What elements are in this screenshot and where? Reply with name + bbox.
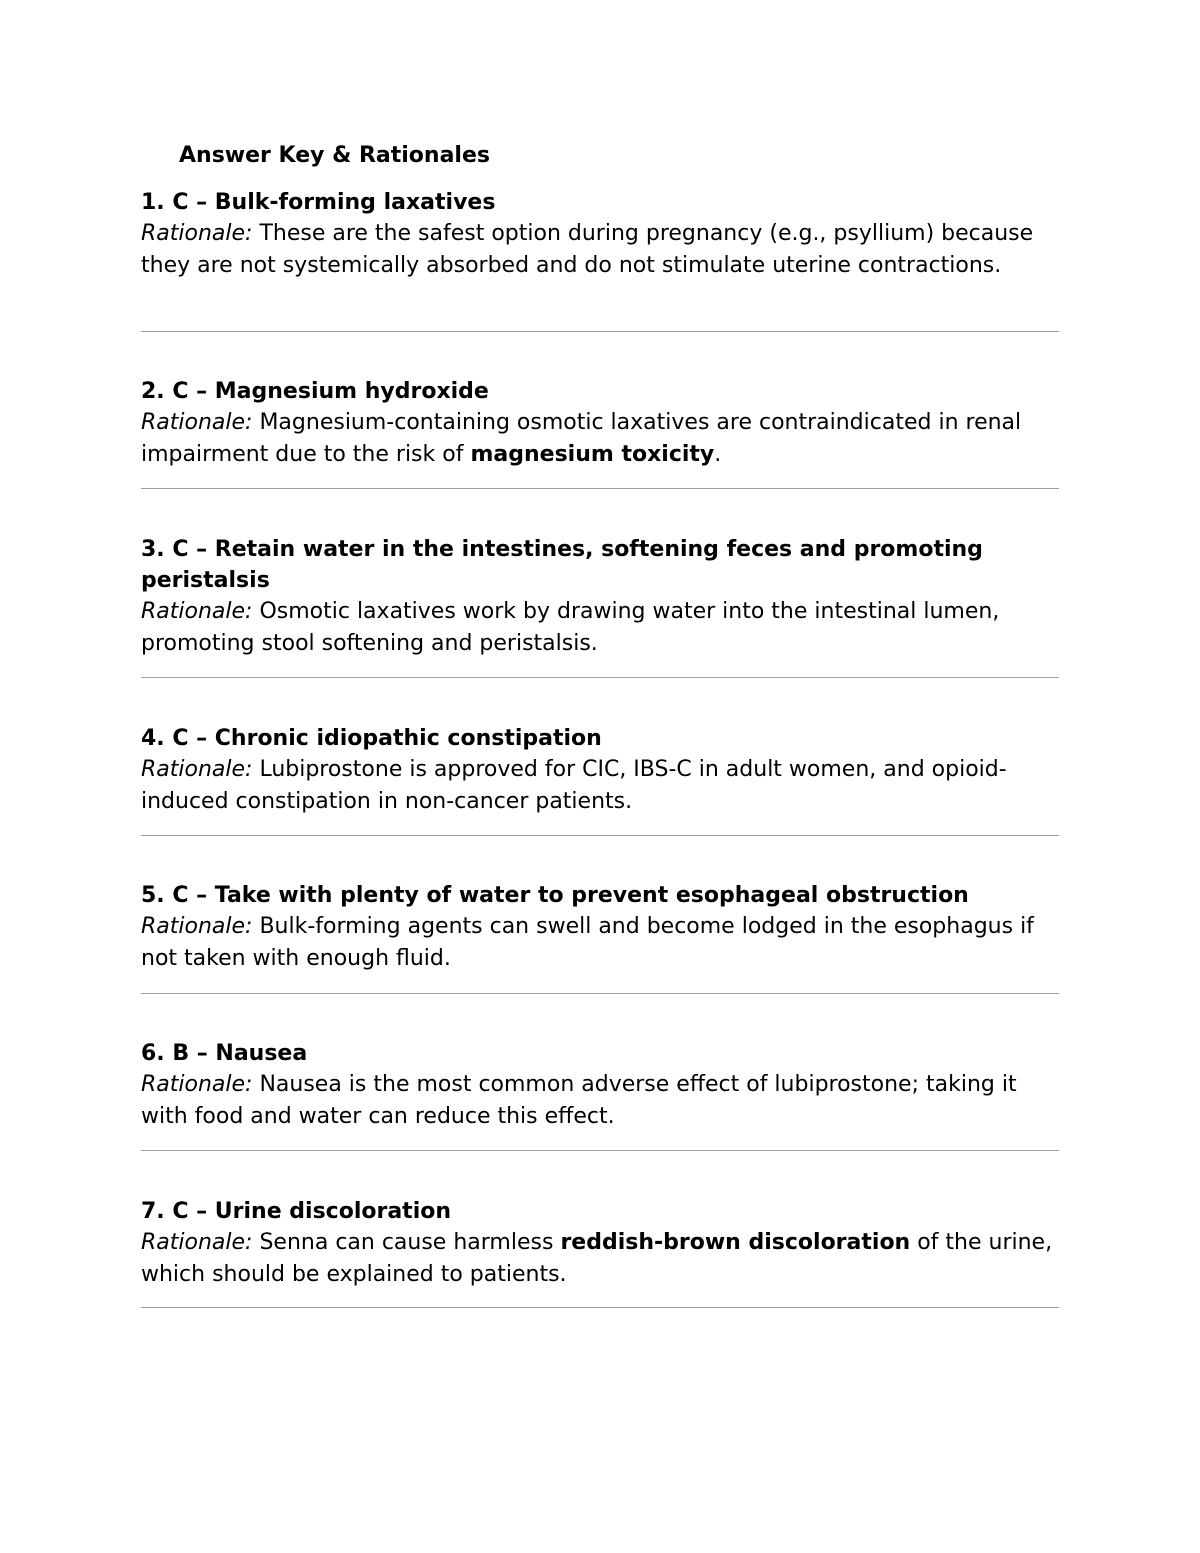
- rationale-paragraph: [141, 596, 1059, 659]
- answer-heading: 4. C – Chronic idiopathic constipation: [141, 726, 602, 751]
- section-divider: [141, 1307, 1059, 1308]
- rationale-label: Rationale:: [141, 914, 253, 939]
- answer-item-4: [141, 723, 1059, 817]
- rationale-emphasis: reddish-brown discoloration: [560, 1230, 911, 1255]
- section-divider: [141, 677, 1059, 678]
- rationale-label: Rationale:: [141, 1230, 253, 1255]
- rationale-text: Osmotic laxatives work by drawing water into the intestinal lumen, promoting stool softening and peristalsis.: [141, 599, 1000, 656]
- answer-item-3: [141, 534, 1059, 659]
- rationale-text-after: of the urine, which should be explained to patients.: [141, 1230, 1053, 1287]
- answer-heading: 1. C – Bulk-forming laxatives: [141, 190, 496, 215]
- answer-item-5: [141, 880, 1059, 974]
- rationale-text: These are the safest option during pregnancy (e.g., psyllium) because they are not systemically absorbed and do not stimulate uterine contractions.: [141, 221, 1034, 278]
- answer-heading: 7. C – Urine discoloration: [141, 1199, 452, 1224]
- section-divider: [141, 331, 1059, 332]
- section-divider: [141, 993, 1059, 994]
- section-divider: [141, 1150, 1059, 1151]
- rationale-label: Rationale:: [141, 221, 253, 246]
- rationale-text: Magnesium-containing osmotic laxatives are contraindicated in renal impairment due to the risk of: [141, 410, 1022, 467]
- answer-item-6: [141, 1038, 1059, 1132]
- rationale-paragraph: [141, 407, 1059, 470]
- answer-item-2: [141, 376, 1059, 470]
- section-divider: [141, 835, 1059, 836]
- rationale-text: Lubiprostone is approved for CIC, IBS-C in adult women, and opioid-induced constipation in non-cancer patients.: [141, 757, 1007, 814]
- rationale-text: Senna can cause harmless: [259, 1230, 554, 1255]
- section-divider: [141, 488, 1059, 489]
- rationale-text: Nausea is the most common adverse effect of lubiprostone; taking it with food and water can reduce this effect.: [141, 1072, 1017, 1129]
- rationale-label: Rationale:: [141, 599, 253, 624]
- rationale-label: Rationale:: [141, 757, 253, 782]
- answer-item-7: [141, 1196, 1059, 1290]
- rationale-paragraph: [141, 754, 1059, 817]
- answer-item-1: [141, 187, 1059, 281]
- rationale-label: Rationale:: [141, 1072, 253, 1097]
- document-title: Answer Key & Rationales: [179, 143, 490, 168]
- rationale-text: Bulk-forming agents can swell and become lodged in the esophagus if not taken with enough fluid.: [141, 914, 1034, 971]
- rationale-paragraph: [141, 911, 1059, 974]
- rationale-paragraph: [141, 1069, 1059, 1132]
- answer-heading: 3. C – Retain water in the intestines, softening feces and promoting peristalsis: [141, 537, 983, 593]
- answer-heading: 2. C – Magnesium hydroxide: [141, 379, 489, 404]
- answer-heading: 6. B – Nausea: [141, 1041, 308, 1066]
- rationale-paragraph: [141, 218, 1059, 281]
- rationale-emphasis: magnesium toxicity: [470, 441, 715, 467]
- rationale-text-after: .: [714, 441, 722, 467]
- answer-heading: 5. C – Take with plenty of water to prevent esophageal obstruction: [141, 883, 969, 908]
- rationale-paragraph: [141, 1227, 1059, 1290]
- rationale-label: Rationale:: [141, 410, 253, 435]
